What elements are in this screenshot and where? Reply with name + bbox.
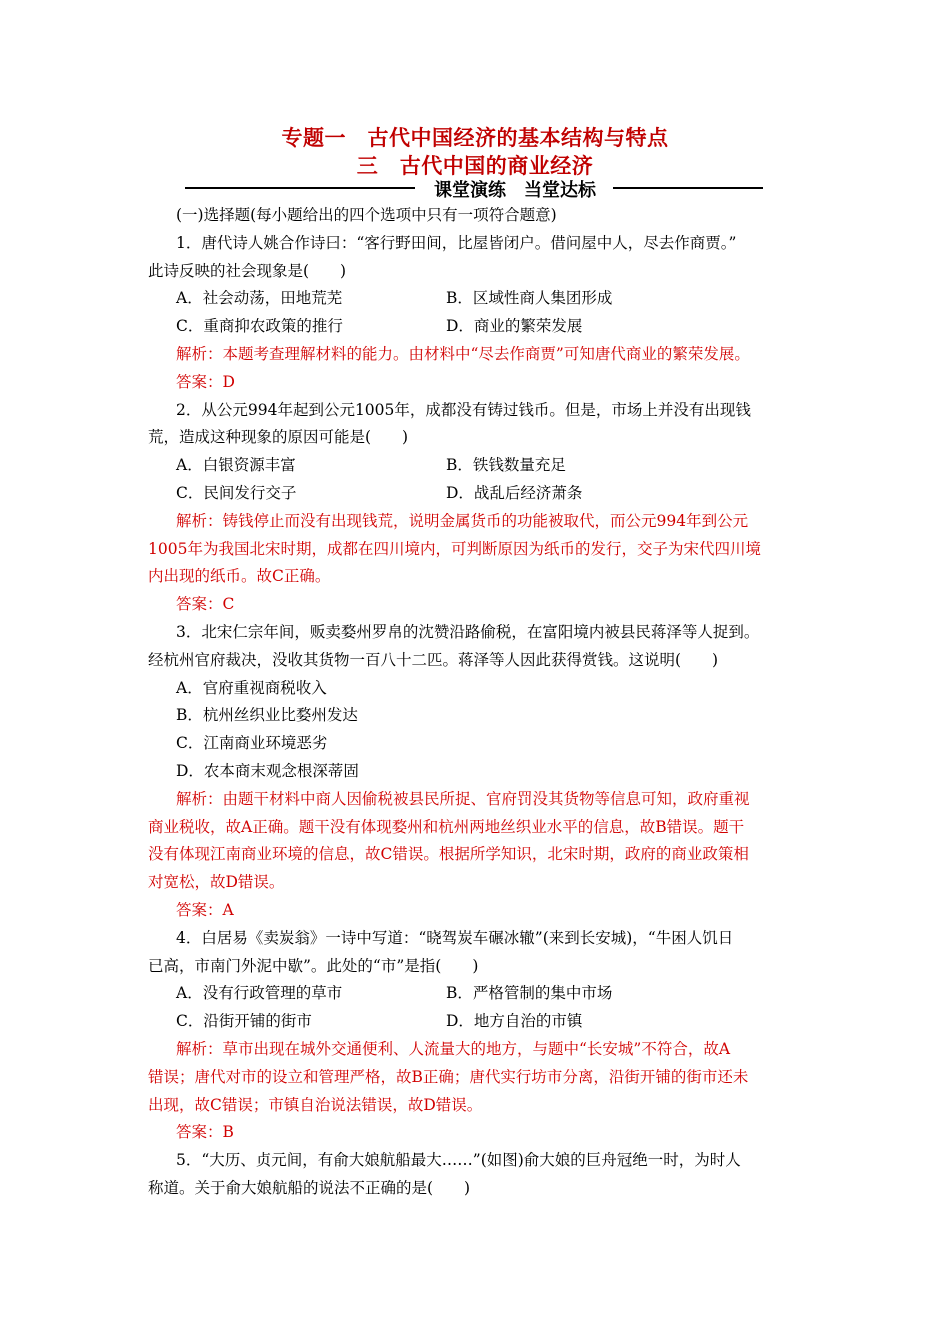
option: C．江南商业环境恶劣 — [176, 734, 328, 753]
answer — [148, 369, 808, 397]
answer-value: B — [222, 1123, 234, 1142]
options-row — [148, 480, 808, 508]
options-row — [148, 1008, 808, 1036]
analysis: 解析：本题考查理解材料的能力。由材料中“尽去作商贾”可知唐代商业的繁荣发展。 — [176, 344, 750, 363]
banner-rule-left — [185, 187, 415, 190]
option: A．社会动荡，田地荒芜 — [176, 289, 343, 308]
analysis: 错误；唐代对市的设立和管理严格，故B正确；唐代实行坊市分离，沿街开铺的街市还未 — [148, 1067, 749, 1086]
options-row — [148, 452, 808, 480]
question-stem: 已高，市南门外泥中歇”。此处的“市”是指( ) — [148, 956, 479, 975]
question-stem: 荒，造成这种现象的原因可能是( ) — [148, 428, 409, 447]
banner-rule-right — [613, 187, 763, 190]
section-banner — [185, 176, 763, 200]
option: C．民间发行交子 — [176, 483, 297, 502]
answer-label: 答案： — [176, 1123, 223, 1142]
analysis: 解析：铸钱停止而没有出现钱荒，说明金属货币的功能被取代，而公元994年到公元 — [176, 511, 749, 530]
options-row — [148, 285, 808, 313]
banner-label: 课堂演练 当堂达标 — [434, 180, 596, 201]
option: B．杭州丝织业比婺州发达 — [176, 706, 358, 725]
document-title: 专题一 古代中国经济的基本结构与特点 — [281, 126, 669, 150]
option: B．区域性商人集团形成 — [446, 289, 613, 308]
question-stem: 经杭州官府裁决，没收其货物一百八十二匹。蒋泽等人因此获得赏钱。这说明( ) — [148, 650, 719, 669]
answer-label: 答案： — [176, 372, 223, 391]
option: D．农本商末观念根深蒂固 — [176, 761, 359, 780]
analysis: 对宽松，故D错误。 — [148, 873, 285, 892]
answer-label: 答案： — [176, 900, 223, 919]
section-intro: (一)选择题(每小题给出的四个选项中只有一项符合题意) — [176, 206, 557, 224]
answer — [148, 897, 808, 925]
option: A．白银资源丰富 — [176, 456, 296, 475]
question-stem: 4．白居易《卖炭翁》一诗中写道：“晓驾炭车碾冰辙”(来到长安城)，“牛困人饥日 — [176, 928, 734, 947]
question-stem: 3．北宋仁宗年间，贩卖婺州罗帛的沈赞沿路偷税，在富阳境内被县民蒋泽等人捉到。 — [176, 622, 760, 641]
analysis: 没有体现江南商业环境的信息，故C错误。根据所学知识，北宋时期，政府的商业政策相 — [148, 845, 749, 864]
content-body — [148, 202, 808, 1203]
document-subtitle: 三 古代中国的商业经济 — [356, 154, 594, 178]
options-row — [148, 313, 808, 341]
option: C．沿街开铺的街市 — [176, 1012, 312, 1031]
analysis: 解析：草市出现在城外交通便利、人流量大的地方，与题中“长安城”不符合，故A — [176, 1039, 731, 1058]
analysis: 1005年为我国北宋时期，成都在四川境内，可判断原因为纸币的发行，交子为宋代四川境 — [148, 539, 761, 558]
answer-value: C — [222, 595, 235, 614]
options-row — [148, 980, 808, 1008]
option: A．官府重视商税收入 — [176, 678, 327, 697]
analysis: 商业税收，故A正确。题干没有体现婺州和杭州两地丝织业水平的信息，故B错误。题干 — [148, 817, 745, 836]
option: B．铁钱数量充足 — [446, 456, 566, 475]
option: A．没有行政管理的草市 — [176, 984, 343, 1003]
question-stem: 称道。关于俞大娘航船的说法不正确的是( ) — [148, 1178, 471, 1197]
answer — [148, 591, 808, 619]
answer-value: A — [222, 900, 234, 919]
question-stem: 1．唐代诗人姚合作诗曰：“客行野田间，比屋皆闭户。借问屋中人，尽去作商贾。” — [176, 233, 737, 252]
analysis: 解析：由题干材料中商人因偷税被县民所捉、官府罚没其货物等信息可知，政府重视 — [176, 789, 750, 808]
question-stem: 此诗反映的社会现象是( ) — [148, 261, 347, 280]
analysis: 出现，故C错误；市镇自治说法错误，故D错误。 — [148, 1095, 483, 1114]
question-stem: 5．“大历、贞元间，有俞大娘航船最大……”(如图)俞大娘的巨舟冠绝一时，为时人 — [176, 1151, 741, 1170]
answer-value: D — [222, 372, 235, 391]
answer-label: 答案： — [176, 595, 223, 614]
option: D．地方自治的市镇 — [446, 1012, 583, 1031]
option: B．严格管制的集中市场 — [446, 984, 613, 1003]
option: C．重商抑农政策的推行 — [176, 317, 343, 336]
option: D．商业的繁荣发展 — [446, 317, 583, 336]
option: D．战乱后经济萧条 — [446, 483, 583, 502]
question-stem: 2．从公元994年起到公元1005年，成都没有铸过钱币。但是，市场上并没有出现钱 — [176, 400, 751, 419]
analysis: 内出现的纸币。故C正确。 — [148, 567, 331, 586]
answer — [148, 1119, 808, 1147]
